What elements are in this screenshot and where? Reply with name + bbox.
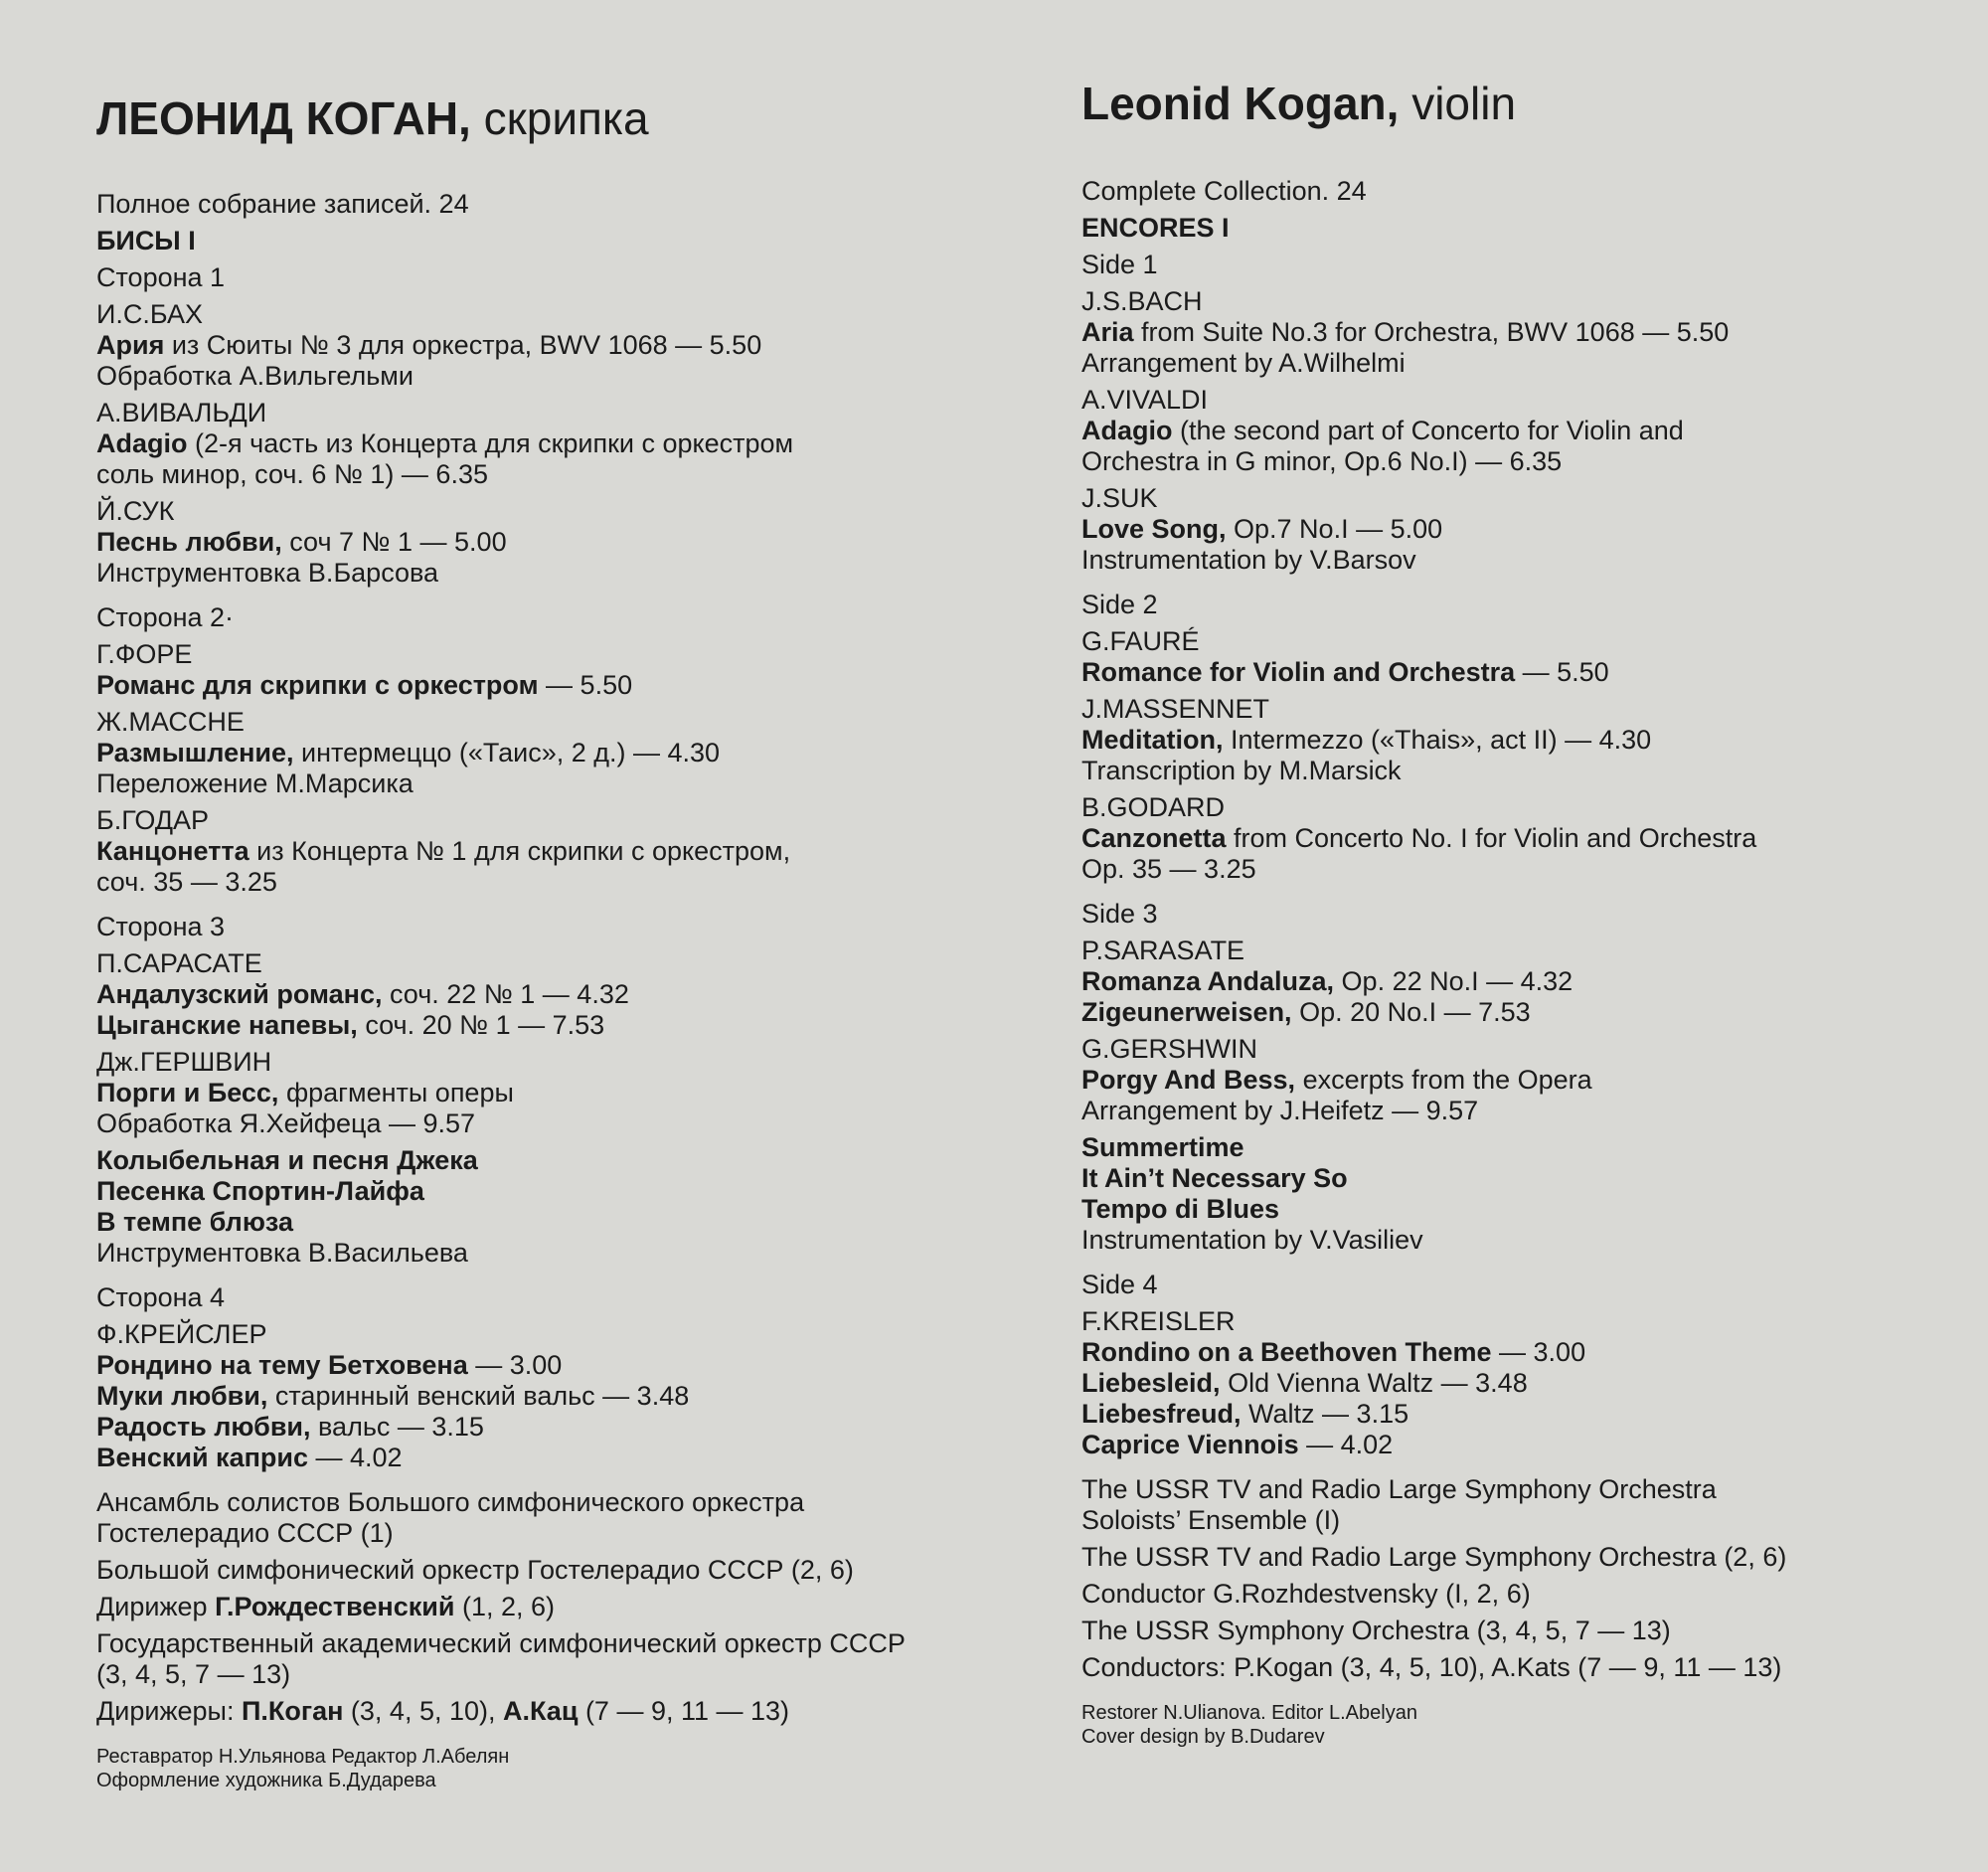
track-detail: соч. 20 № 1 — 7.53 [357,1010,605,1040]
composer: Ф.КРЕЙСЛЕР [96,1319,267,1349]
collection-title: Полное собрание записей. 24 [96,189,469,219]
track-title: Zigeunerweisen, [1081,997,1292,1027]
track-detail: Arrangement by A.Wilhelmi [1081,348,1406,378]
russian-content [96,189,991,1792]
track-title: Ария [96,330,165,360]
composer: А.ВИВАЛЬДИ [96,398,267,427]
track-title: Муки любви, [96,1381,268,1411]
track-line [1081,854,1956,885]
track-detail: Transcription by M.Marsick [1081,756,1402,785]
track-line [1081,545,1956,576]
credit-text: Conductors: P.Kogan (3, 4, 5, 10), A.Kats (7 — 9, 11 — 13) [1081,1652,1782,1682]
track-title: Romanza Andaluza, [1081,966,1335,996]
track-title: Meditation, [1081,725,1224,755]
composer: B.GODARD [1081,792,1226,822]
track-line [1081,317,1956,348]
track-detail: Instrumentation by V.Vasiliev [1081,1225,1423,1255]
side-label: Сторона 1 [96,262,226,292]
track-detail: (2-я часть из Концерта для скрипки с оркестром [187,428,794,458]
track-title: Romance for Violin and Orchestra [1081,657,1516,687]
credit-line [1081,1505,1956,1536]
spacer [1081,1256,1956,1270]
composer: F.KREISLER [1081,1306,1236,1336]
track-detail: Orchestra in G minor, Op.6 No.I) — 6.35 [1081,446,1563,476]
composer: G.FAURÉ [1081,626,1200,656]
track-detail: Обработка Я.Хейфеца — 9.57 [96,1108,476,1138]
track-line [96,558,991,589]
footer-credit: Cover design by B.Dudarev [1081,1726,1325,1748]
track-detail: Инструментовка В.Барсова [96,558,439,588]
track-line [1081,966,1956,997]
credit-line [1081,1474,1956,1505]
track-line [1081,1430,1956,1460]
credit-text: Государственный академический симфонический оркестр СССР [96,1628,906,1658]
track-detail: интермеццо («Таис», 2 д.) — 4.30 [293,738,721,767]
page-title [96,92,649,144]
side-label: Side 3 [1081,899,1158,929]
track-line [96,836,991,867]
track-line [1081,997,1956,1028]
track-title: Порги и Бесс, [96,1078,279,1107]
track-title: Porgy And Bess, [1081,1065,1296,1095]
credit-text: (3, 4, 5, 7 — 13) [96,1659,291,1689]
track-line [1081,1399,1956,1430]
track-detail: из Сюиты № 3 для оркестра, BWV 1068 — 5.50 [164,330,762,360]
track-line [1081,1163,1956,1194]
track-line [1081,416,1956,446]
side-label: Side 1 [1081,250,1158,279]
track-line [96,670,991,701]
track-detail: соч. 22 № 1 — 4.32 [382,979,629,1009]
track-detail: Op. 22 No.I — 4.32 [1334,966,1574,996]
track-title: Caprice Viennois [1081,1430,1299,1459]
track-line [1081,348,1956,379]
footer-credit: Restorer N.Ulianova. Editor L.Abelyan [1081,1702,1417,1724]
credit-line [96,1696,991,1727]
track-line [96,1145,991,1176]
track-detail: — 4.02 [308,1443,403,1472]
credit-line [96,1628,991,1659]
track-title: Венский каприс [96,1443,308,1472]
composer: J.MASSENNET [1081,694,1270,724]
track-detail: старинный венский вальс — 3.48 [267,1381,690,1411]
footer-credit: Оформление художника Б.Дударева [96,1770,436,1791]
track-line [96,1010,991,1041]
track-title: Liebesfreud, [1081,1399,1242,1429]
track-title: Андалузский романс, [96,979,383,1009]
credit-text: Большой симфонический оркестр Гостелерадио СССР (2, 6) [96,1555,854,1585]
credit-line [1081,1616,1956,1646]
track-line [96,428,991,459]
english-content [1081,176,1956,1749]
credit-name: Г.Рождественский [215,1592,455,1621]
track-title: Цыганские напевы, [96,1010,358,1040]
album-title: БИСЫ I [96,226,196,255]
spacer [96,898,991,912]
track-title: Summertime [1081,1132,1244,1162]
credit-text: The USSR TV and Radio Large Symphony Orchestra (2, 6) [1081,1542,1787,1572]
credit-text: Гостелерадио СССР (1) [96,1518,394,1548]
credit-line [96,1487,991,1518]
composer: П.САРАСАТЕ [96,948,262,978]
track-title: В темпе блюза [96,1207,293,1237]
track-title: Песенка Спортин-Лайфа [96,1176,424,1206]
credit-text: (1, 2, 6) [454,1592,555,1621]
track-title: Love Song, [1081,514,1227,544]
performer-name: Leonid Kogan, [1081,78,1400,129]
page-title [1081,78,1516,129]
track-line [1081,1368,1956,1399]
track-line [1081,514,1956,545]
track-line [1081,657,1956,688]
track-title: Канцонетта [96,836,249,866]
credit-line [1081,1542,1956,1573]
track-detail: — 3.00 [467,1350,563,1380]
track-line [1081,756,1956,786]
track-detail: Arrangement by J.Heifetz — 9.57 [1081,1096,1479,1125]
track-title: It Ain’t Necessary So [1081,1163,1348,1193]
composer: Б.ГОДАР [96,805,210,835]
track-detail: вальс — 3.15 [310,1412,484,1442]
credit-text: The USSR TV and Radio Large Symphony Orchestra [1081,1474,1717,1504]
side-label: Side 4 [1081,1270,1158,1299]
spacer [96,1727,991,1745]
track-detail: — 3.00 [1491,1337,1586,1367]
credit-text: Soloists’ Ensemble (I) [1081,1505,1341,1535]
track-line [96,979,991,1010]
track-line [96,1412,991,1443]
track-detail: Op. 20 No.I — 7.53 [1291,997,1531,1027]
track-title: Романс для скрипки с оркестром [96,670,539,700]
track-detail: Обработка А.Вильгельми [96,361,414,391]
track-line [96,361,991,392]
spacer [1081,576,1956,590]
track-detail: (the second part of Concerto for Violin and [1172,416,1684,445]
credit-text: Ансамбль солистов Большого симфонического оркестра [96,1487,805,1517]
track-line [1081,725,1956,756]
track-line [96,1078,991,1108]
credit-line [96,1659,991,1690]
track-detail: соч. 35 — 3.25 [96,867,277,897]
instrument: скрипка [470,92,649,144]
composer: И.С.БАХ [96,299,204,329]
composer: A.VIVALDI [1081,385,1209,415]
composer: J.SUK [1081,483,1158,513]
footer-credit: Реставратор Н.Ульянова Редактор Л.Абелян [96,1746,510,1768]
composer: G.GERSHWIN [1081,1034,1258,1064]
track-line [1081,446,1956,477]
track-detail: соль минор, соч. 6 № 1) — 6.35 [96,459,488,489]
collection-title: Complete Collection. 24 [1081,176,1367,206]
track-detail: excerpts from the Opera [1295,1065,1592,1095]
instrument: violin [1399,78,1517,129]
side-label: Сторона 3 [96,912,226,941]
composer: J.S.BACH [1081,286,1203,316]
track-detail: Op. 35 — 3.25 [1081,854,1256,884]
credit-line [96,1518,991,1549]
credit-name: А.Кац [503,1696,579,1726]
side-label: Side 2 [1081,590,1158,619]
track-line [96,738,991,768]
credit-line [96,1555,991,1586]
track-line [96,768,991,799]
spacer [1081,1460,1956,1474]
track-line [1081,1065,1956,1096]
track-line [1081,1132,1956,1163]
credit-name: П.Коган [241,1696,344,1726]
track-detail: from Concerto No. I for Violin and Orchestra [1226,823,1757,853]
track-detail: Intermezzo («Thais», act II) — 4.30 [1223,725,1652,755]
track-line [96,459,991,490]
track-detail: Переложение М.Марсика [96,768,414,798]
track-title: Adagio [1081,416,1173,445]
track-line [96,1381,991,1412]
credit-text: (7 — 9, 11 — 13) [578,1696,790,1726]
composer: Ж.МАССНЕ [96,707,245,737]
track-title: Рондино на тему Бетховена [96,1350,468,1380]
track-detail: Old Vienna Waltz — 3.48 [1220,1368,1528,1398]
track-line [96,1443,991,1473]
credit-line [1081,1652,1956,1683]
track-detail: — 5.50 [538,670,633,700]
track-line [96,867,991,898]
composer: Г.ФОРЕ [96,639,193,669]
side-label: Сторона 4 [96,1282,226,1312]
performer-name: ЛЕОНИД КОГАН, [96,92,471,144]
credit-text: Conductor G.Rozhdestvensky (I, 2, 6) [1081,1579,1531,1609]
track-title: Размышление, [96,738,294,767]
track-detail: — 5.50 [1515,657,1609,687]
track-title: Песнь любви, [96,527,282,557]
track-detail: из Концерта № 1 для скрипки с оркестром, [248,836,791,866]
track-detail: Инструментовка В.Васильева [96,1238,468,1268]
spacer [96,589,991,602]
composer: Дж.ГЕРШВИН [96,1047,272,1077]
track-line [1081,1225,1956,1256]
track-title: Canzonetta [1081,823,1227,853]
track-line [1081,1337,1956,1368]
track-detail: from Suite No.3 for Orchestra, BWV 1068 — 5.50 [1133,317,1730,347]
album-title: ENCORES I [1081,213,1230,243]
track-line [96,1350,991,1381]
track-title: Колыбельная и песня Джека [96,1145,478,1175]
track-title: Радость любви, [96,1412,311,1442]
track-line [96,1108,991,1139]
track-title: Adagio [96,428,188,458]
track-line [1081,823,1956,854]
track-line [96,1238,991,1269]
track-title: Aria [1081,317,1134,347]
track-title: Tempo di Blues [1081,1194,1280,1224]
track-line [96,1207,991,1238]
credit-text: Дирижеры: [96,1696,242,1726]
track-detail: фрагменты оперы [278,1078,514,1107]
track-line [96,527,991,558]
track-detail: Instrumentation by V.Barsov [1081,545,1416,575]
credit-text: The USSR Symphony Orchestra (3, 4, 5, 7 — 13) [1081,1616,1671,1645]
credit-line [1081,1579,1956,1610]
credit-text: (3, 4, 5, 10), [343,1696,503,1726]
composer: P.SARASATE [1081,936,1245,965]
track-line [96,1176,991,1207]
spacer [96,1269,991,1282]
track-title: Liebesleid, [1081,1368,1221,1398]
track-detail: Waltz — 3.15 [1241,1399,1409,1429]
composer: Й.СУК [96,496,175,526]
track-line [96,330,991,361]
track-line [1081,1096,1956,1126]
track-line [1081,1194,1956,1225]
spacer [1081,1683,1956,1701]
credit-line [96,1592,991,1622]
side-label: Сторона 2· [96,602,235,632]
credit-text: Дирижер [96,1592,216,1621]
spacer [96,1473,991,1487]
track-detail: Op.7 No.I — 5.00 [1226,514,1443,544]
track-title: Rondino on a Beethoven Theme [1081,1337,1492,1367]
track-detail: соч 7 № 1 — 5.00 [281,527,507,557]
track-detail: — 4.02 [1298,1430,1394,1459]
spacer [1081,885,1956,899]
